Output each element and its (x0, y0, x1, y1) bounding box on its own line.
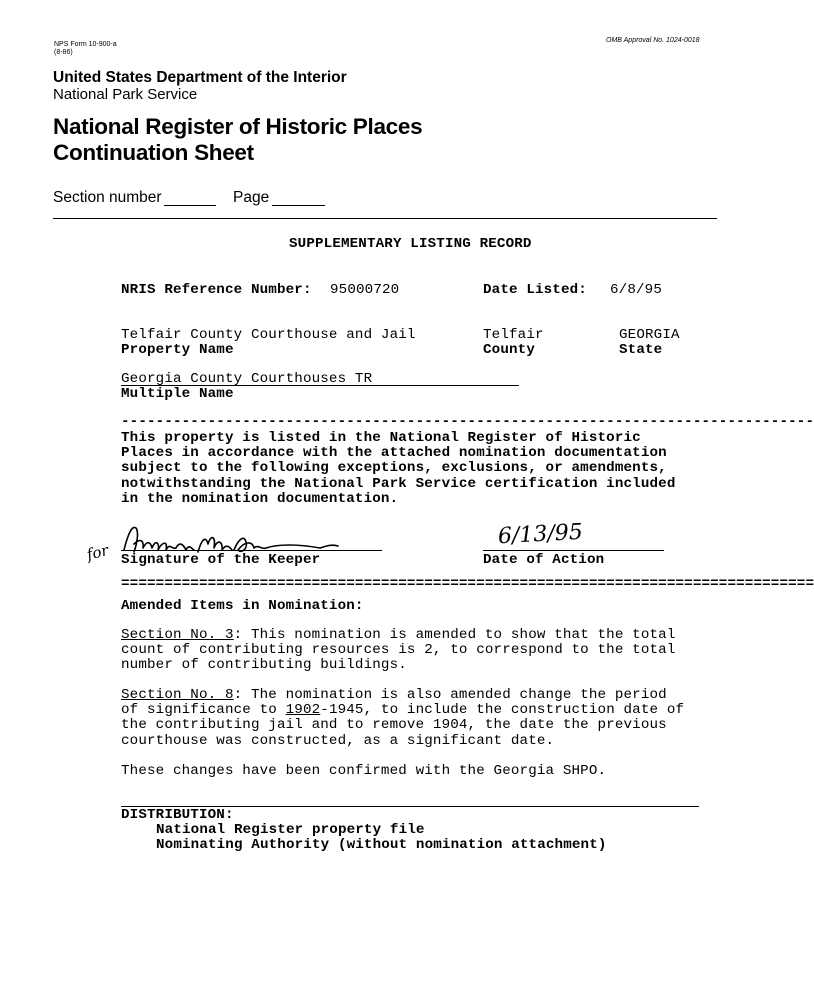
nris-value: 95000720 (330, 282, 400, 298)
amended-title: Amended Items in Nomination: (121, 598, 364, 614)
date-listed-label: Date Listed: (483, 282, 587, 298)
action-date-label: Date of Action (483, 552, 605, 568)
header-divider (53, 218, 717, 219)
nris-label: NRIS Reference Number: (121, 282, 312, 298)
multiple-name-label: Multiple Name (121, 386, 234, 402)
omb-approval: OMB Approval No. 1024-0018 (606, 37, 700, 44)
distribution-list (121, 808, 607, 854)
county-label: County (483, 342, 535, 358)
shpo-confirmation: These changes have been confirmed with the Georgia SHPO. (121, 763, 607, 779)
section8-amendment: Section No. 8: The nomination is also amended change the period of significance to 1902-1945, to include the construction date of the contributing jail and to remove 1904, the date the previous courthouse was constructed, as a significant date. (121, 687, 685, 749)
section3-amendment: Section No. 3: This nomination is amended to show that the total count of contributing resources is 2, to correspond to the total number of contributing buildings. (121, 627, 676, 674)
listing-statement: This property is listed in the National Register of Historic Places in accordance with the attached nomination documentation subject to the following exceptions, exclusions, or amendments, notwithstanding the National Park Service certification included in the nomination documentation. (121, 430, 676, 507)
signature-label: Signature of the Keeper (121, 552, 321, 568)
page-blank (272, 205, 325, 206)
service-name: National Park Service (53, 86, 198, 103)
page-label: Page (233, 189, 270, 206)
action-date-line (483, 550, 664, 551)
signature-line (121, 550, 382, 551)
multiple-name: Georgia County Courthouses TR (121, 371, 373, 387)
dashed-divider: -------------------------------------------------------------------------------- (121, 414, 814, 430)
distribution-title: DISTRIBUTION: (121, 807, 234, 823)
page-subtitle: Continuation Sheet (53, 140, 254, 165)
list-item: Nominating Authority (without nomination attachment) (156, 837, 607, 854)
section-number-label: Section number (53, 189, 162, 206)
page-title: National Register of Historic Places (53, 114, 423, 139)
property-name-label: Property Name (121, 342, 234, 358)
county-value: Telfair (483, 327, 544, 343)
property-name: Telfair County Courthouse and Jail (121, 327, 416, 343)
state-value: GEORGIA (619, 327, 680, 343)
form-number: NPS Form 10-900-a (8-86) (54, 41, 117, 56)
section-number-blank (164, 205, 216, 206)
list-item: National Register property file (156, 822, 425, 839)
record-title: SUPPLEMENTARY LISTING RECORD (289, 236, 532, 252)
date-listed-value: 6/8/95 (610, 282, 662, 298)
department-name: United States Department of the Interior (53, 69, 347, 86)
double-divider: ================================================================================ (121, 576, 814, 592)
state-label: State (619, 342, 663, 358)
action-date-handwritten: 6/13/95 (497, 519, 584, 550)
signature-for: for (84, 541, 111, 564)
